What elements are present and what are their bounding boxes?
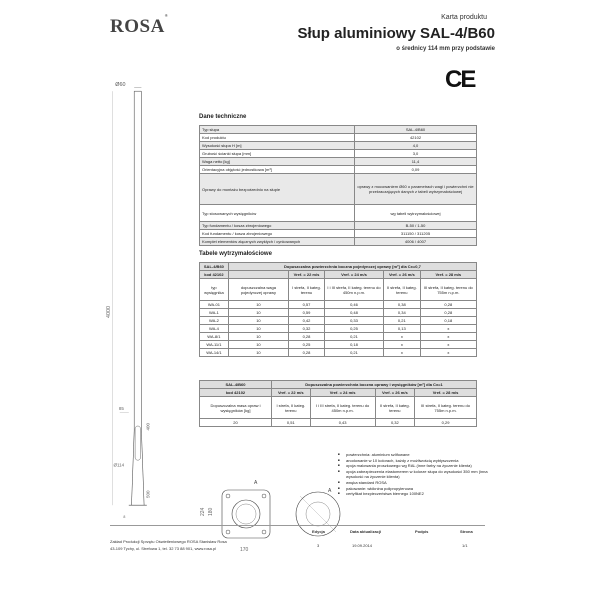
dim-base-dia: Ø114 [113, 462, 125, 468]
t1-zone-0: I strefa, II kateg. terenu [289, 279, 325, 301]
tech-value: wg tabeli wytrzymałościowej [355, 205, 477, 222]
table-cell: x [420, 349, 476, 357]
t2-speed-2: Vref. = 26 m/s [375, 389, 414, 397]
table-cell: 10 [228, 309, 288, 317]
table-cell: 10 [228, 349, 288, 357]
t2-zone-0: I strefa, II kateg. terenu [272, 397, 311, 419]
tech-row [200, 238, 477, 246]
footer-company: Zakład Produkcji Sprzętu Oświetleniowego ROSA Stanisław Rosa [110, 539, 227, 544]
tech-key: Kod produktu [200, 134, 355, 142]
table-cell: 0,21 [324, 333, 383, 341]
dim-height: 4000 [105, 306, 112, 318]
table-row [200, 341, 477, 349]
t2-speed-3: Vref. = 28 m/s [415, 389, 477, 397]
strength-table-2 [199, 380, 477, 427]
t2-val-3: 0,29 [415, 419, 477, 427]
tech-row [200, 166, 477, 174]
dim-180: 180 [208, 507, 214, 516]
t2-zone-1: I i III strefa, II kateg. terenu do 450m n.p.m. [310, 397, 375, 419]
strength-table-1 [199, 262, 477, 357]
table-cell: WA-01 [200, 301, 229, 309]
table-cell: 0,25 [289, 341, 325, 349]
pole-drawing [95, 75, 195, 525]
table-cell: 0,28 [289, 349, 325, 357]
table-cell: 0,42 [289, 317, 325, 325]
table-cell: 0,25 [324, 325, 383, 333]
table-cell: 0,32 [289, 325, 325, 333]
table-cell: WA-11/1 [200, 341, 229, 349]
tech-key: Typ stosowanych wysięgników [200, 205, 355, 222]
tech-value: 311150 / 311205 [355, 230, 477, 238]
table-cell: 0,46 [324, 301, 383, 309]
tech-key: Grubość ścianki słupa [mm] [200, 150, 355, 158]
table-cell: 0,21 [384, 317, 421, 325]
t1-col1: typ wysięgnika [200, 279, 229, 301]
tech-row [200, 158, 477, 166]
tech-value: 4006 / 4007 [355, 238, 477, 246]
footer-page: 1/1 [462, 543, 468, 548]
t1-speed-1: Vref. = 24 m/s [324, 271, 383, 279]
table-cell: 0,57 [289, 301, 325, 309]
t2-val-2: 0,32 [375, 419, 414, 427]
t1-code: kod 42102 [200, 271, 229, 279]
tech-key: Typ fundamentu / kosza zbrojeniowego [200, 222, 355, 230]
note-item: ■ opcja zabezpieczenia elastomerem w kolorze słupa do wysokości 350 mm (inna wysokość na życzenie klienta) [338, 469, 488, 480]
note-item: ■ opcja malowania proszkowego wg RAL (inne farby na życzenie klienta) [338, 463, 488, 469]
t1-col2: dopuszczalna waga pojedynczej oprawy [228, 279, 288, 301]
dim-500: 500 [145, 490, 151, 498]
footer-edition-label: Edycja [312, 529, 325, 534]
t2-name: SAL-4/B60 [200, 381, 272, 389]
t1-speed-2: Vref. = 26 m/s [384, 271, 421, 279]
dim-170: 170 [240, 547, 249, 553]
table-cell: WA-2 [200, 317, 229, 325]
table-cell: WA-8/1 [200, 333, 229, 341]
note-item: ■ certyfikat bezpieczeństwa biernego 100NE2 [338, 491, 488, 497]
tech-key: Komplet elementów złącznych zwykłych / cynkowanych [200, 238, 355, 246]
tech-key: Orientacyjna objętość jednostkowa [m³] [200, 166, 355, 174]
tech-value: SAL-4/B60 [355, 126, 477, 134]
table-cell: 0,59 [289, 309, 325, 317]
tech-row [200, 222, 477, 230]
tech-value: 42102 [355, 134, 477, 142]
tech-table [199, 125, 477, 246]
footer-sign-label: Podpis [415, 529, 429, 534]
tech-value: B-50 / 1-50 [355, 222, 477, 230]
table-cell: 0,21 [324, 349, 383, 357]
table-row [200, 333, 477, 341]
document-type: Karta produktu [441, 14, 487, 21]
table-row [200, 349, 477, 357]
tech-key: Typ słupa [200, 126, 355, 134]
table-cell: 0,13 [384, 325, 421, 333]
tech-key: Waga netto [kg] [200, 158, 355, 166]
t1-zone-3: III strefa, II kateg. terenu do 755m n.p.m. [420, 279, 476, 301]
table-cell: 10 [228, 317, 288, 325]
tech-row [200, 126, 477, 134]
footer-page-label: Strona [460, 529, 473, 534]
tech-key: Oprawy do montażu bezpośrednio na słupie [200, 174, 355, 205]
table-cell: x [420, 325, 476, 333]
t2-mass: 20 [200, 419, 272, 427]
wyt-heading: Tabele wytrzymałościowe [199, 251, 272, 257]
table-cell: 0,48 [324, 309, 383, 317]
tech-row [200, 142, 477, 150]
t1-caption: Dopuszczalna powierzchnia boczna pojedynczej oprawy [m²] dla Cx=0,7 [228, 263, 476, 271]
table-row [200, 325, 477, 333]
rosa-logo: ROSA® [110, 12, 169, 37]
table-row [200, 309, 477, 317]
note-item: ■ powierzchnia: aluminium szlifowane [338, 452, 488, 458]
tech-row [200, 150, 477, 158]
product-title: Słup aluminiowy SAL-4/B60 [297, 25, 495, 42]
table-cell: 0,28 [420, 309, 476, 317]
table-cell: 10 [228, 341, 288, 349]
table-cell: 0,28 [420, 301, 476, 309]
t2-speed-0: Vref. = 22 m/s [272, 389, 311, 397]
dim-400: 400 [145, 422, 151, 431]
tech-value: 4,0 [355, 142, 477, 150]
t2-val-1: 0,43 [310, 419, 375, 427]
t2-zone-3: III strefa, II kateg. terenu do 755m n.p.m. [415, 397, 477, 419]
t2-zone-2: II strefa, II kateg. terenu [375, 397, 414, 419]
section-a-label: A [254, 480, 258, 486]
table-cell: 0,18 [324, 341, 383, 349]
ce-mark: CE [445, 66, 475, 93]
note-item: ■ anodowanie w 10 kolorach, każdy z możliwością wybłyszczenia [338, 458, 488, 464]
note-item: ■ wnęka standard ROSA [338, 480, 488, 486]
table-cell: x [384, 341, 421, 349]
table-row [200, 317, 477, 325]
product-notes [338, 452, 488, 497]
table-cell: 0,28 [289, 333, 325, 341]
product-subtitle: o średnicy 114 mm przy podstawie [396, 46, 495, 52]
table-cell: WA-1 [200, 309, 229, 317]
tech-key: Kod fundamentu / kosza zbrojeniowego [200, 230, 355, 238]
base-plate-drawing [200, 476, 350, 556]
dim-8: 8 [123, 514, 126, 519]
t1-speed-3: Vref. = 28 m/s [420, 271, 476, 279]
footer-date-label: Data aktualizacji [350, 529, 382, 534]
t1-name: SAL-4/B60 [200, 263, 229, 271]
t2-speed-1: Vref. = 24 m/s [310, 389, 375, 397]
tech-value: 11,4 [355, 158, 477, 166]
table-cell: 10 [228, 325, 288, 333]
tech-value: oprawy z mocowaniem Ø60 o parametrach wagi i powierzchni nie przekraczających danych z tabeli wytrzymałościowej [355, 174, 477, 205]
footer-divider [110, 525, 485, 526]
table-cell: 0,33 [324, 317, 383, 325]
t1-zone-1: I i III strefa, II kateg. terenu do 450m n.p.m. [324, 279, 383, 301]
t2-caption: Dopuszczalna powierzchnia boczna oprawy i wysięgników [m²] dla Cx=1 [272, 381, 477, 389]
t1-zone-2: II strefa, II kateg. terenu [384, 279, 421, 301]
t1-speed-0: Vref. = 22 m/s [289, 271, 325, 279]
tech-row [200, 174, 477, 205]
t2-col1: Dopuszczalna masa opraw i wysięgników [kg] [200, 397, 272, 419]
table-cell: WA-14/1 [200, 349, 229, 357]
footer-edition: 3 [317, 543, 320, 548]
tech-value: 0,09 [355, 166, 477, 174]
table-cell: x [420, 333, 476, 341]
table-row [200, 301, 477, 309]
footer-address: 43-109 Tychy, ul. Strefowa 1, tel. 32 73 88 901, www.rosa.pl [110, 546, 217, 551]
tech-row [200, 230, 477, 238]
tech-key: Wysokość słupa H [m] [200, 142, 355, 150]
dim-85: 85 [118, 405, 124, 411]
tech-row [200, 134, 477, 142]
table-cell: 0,18 [420, 317, 476, 325]
table-cell: 0,34 [384, 309, 421, 317]
tech-row [200, 205, 477, 222]
table-cell: 10 [228, 301, 288, 309]
footer-date: 19.09.2014 [352, 543, 373, 548]
view-a-label: A [328, 488, 332, 494]
t2-code: kod 42102 [200, 389, 272, 397]
table-cell: x [420, 341, 476, 349]
table-cell: 0,38 [384, 301, 421, 309]
t2-val-0: 0,51 [272, 419, 311, 427]
dim-top-dia: Ø60 [115, 81, 126, 88]
note-item: ■ pakowanie: włóknina polipropylenowa [338, 486, 488, 492]
dim-224: 224 [200, 507, 206, 516]
table-cell: x [384, 333, 421, 341]
tech-heading: Dane techniczne [199, 114, 247, 120]
table-cell: 10 [228, 333, 288, 341]
table-cell: WA-4 [200, 325, 229, 333]
tech-value: 3,0 [355, 150, 477, 158]
table-cell: x [384, 349, 421, 357]
